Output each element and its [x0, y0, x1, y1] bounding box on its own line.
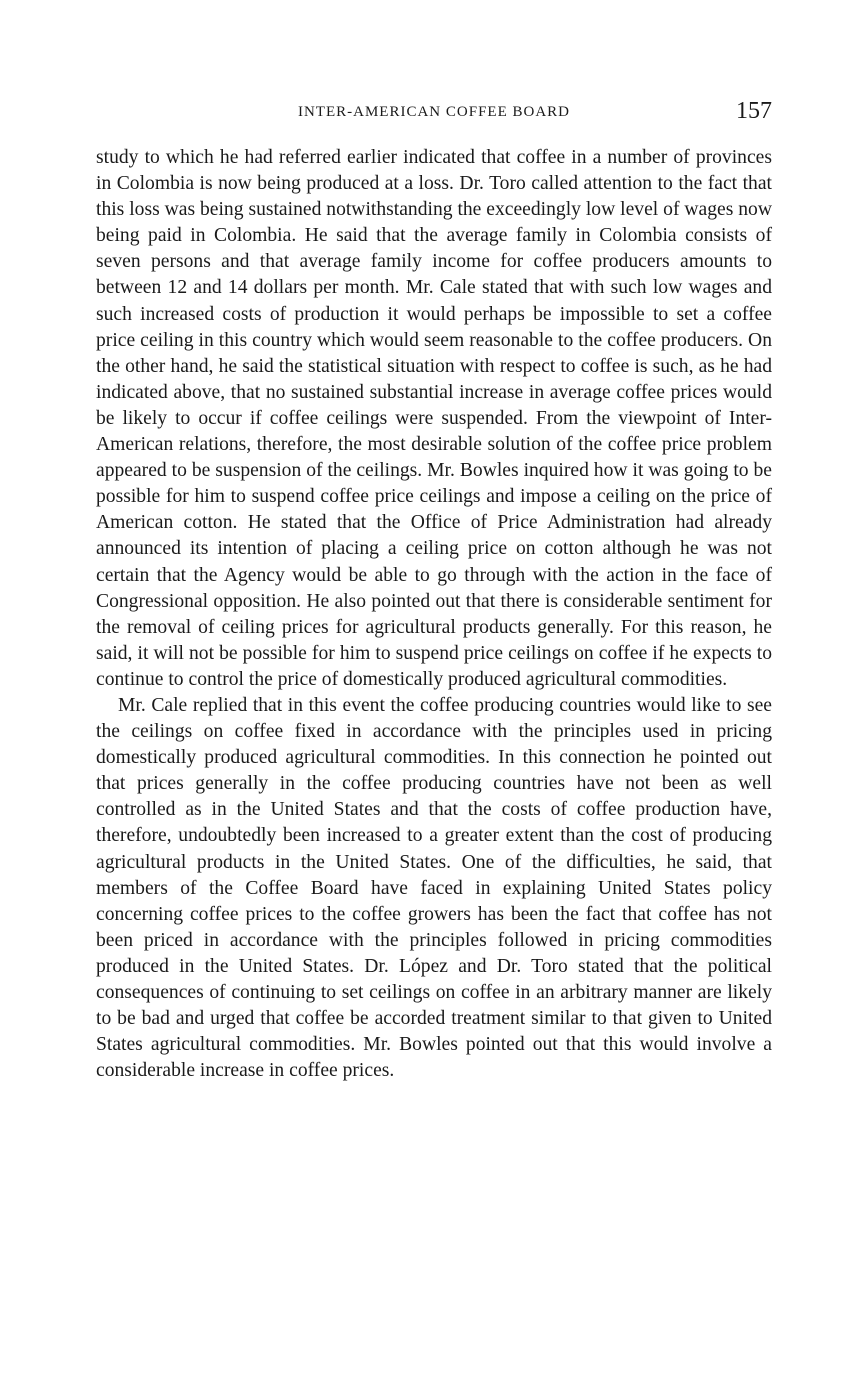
- paragraph: Mr. Cale replied that in this event the coffee producing countries would like to see the ceilings on coffee fixed in accordance with the principles used in pricing domestically produced agricultural commodities. In this connection he pointed out that prices generally in the coffee producing countries have not been as well controlled as in the United States and that the costs of coffee production have, therefore, undoubtedly been increased to a greater extent than the cost of producing agricultural products in the United States. One of the difficulties, he said, that members of the Coffee Board have faced in explaining United States policy concerning coffee prices to the coffee growers has been the fact that coffee has not been priced in accordance with the principles followed in pricing commodities produced in the United States. Dr. López and Dr. Toro stated that the political consequences of continuing to set ceilings on coffee in an arbitrary manner are likely to be bad and urged that coffee be accorded treatment similar to that given to United States agricultural commodities. Mr. Bowles pointed out that this would involve a considerable increase in coffee prices.: [96, 694, 772, 1082]
- running-header: [96, 100, 772, 126]
- running-title: INTER-AMERICAN COFFEE BOARD: [297, 104, 570, 120]
- page-number: 157: [736, 98, 772, 124]
- paragraph-continued: study to which he had referred earlier indicated that coffee in a number of provinces in Colombia is now being produced at a loss. Dr. Toro called attention to the fact that this loss was being sustained notwithstanding the exceedingly low level of wages now being paid in Colombia. He said that the average family in Colombia consists of seven persons and that average family income for coffee producers amounts to between 12 and 14 dollars per month. Mr. Cale stated that with such low wages and such increased costs of production it would perhaps be impossible to set a coffee price ceiling in this country which would seem reasonable to the coffee producers. On the other hand, he said the statistical situation with respect to coffee is such, as he had indicated above, that no sustained substantial increase in average coffee prices would be likely to occur if coffee ceilings were suspended. From the viewpoint of Inter-American relations, therefore, the most desirable solution of the coffee price problem appeared to be suspension of the ceilings. Mr. Bowles inquired how it was going to be possible for him to suspend coffee price ceilings and impose a ceiling on the price of American cotton. He stated that the Office of Price Administration had already announced its intention of placing a ceiling price on cotton although he was not certain that the Agency would be able to go through with the action in the face of Congressional opposition. He also pointed out that there is considerable sentiment for the removal of ceiling prices for agricultural products generally. For this reason, he said, it will not be possible for him to suspend price ceilings on coffee if he expects to continue to control the price of domestically produced agricultural commodities.: [96, 147, 772, 690]
- body-text: [96, 145, 772, 1084]
